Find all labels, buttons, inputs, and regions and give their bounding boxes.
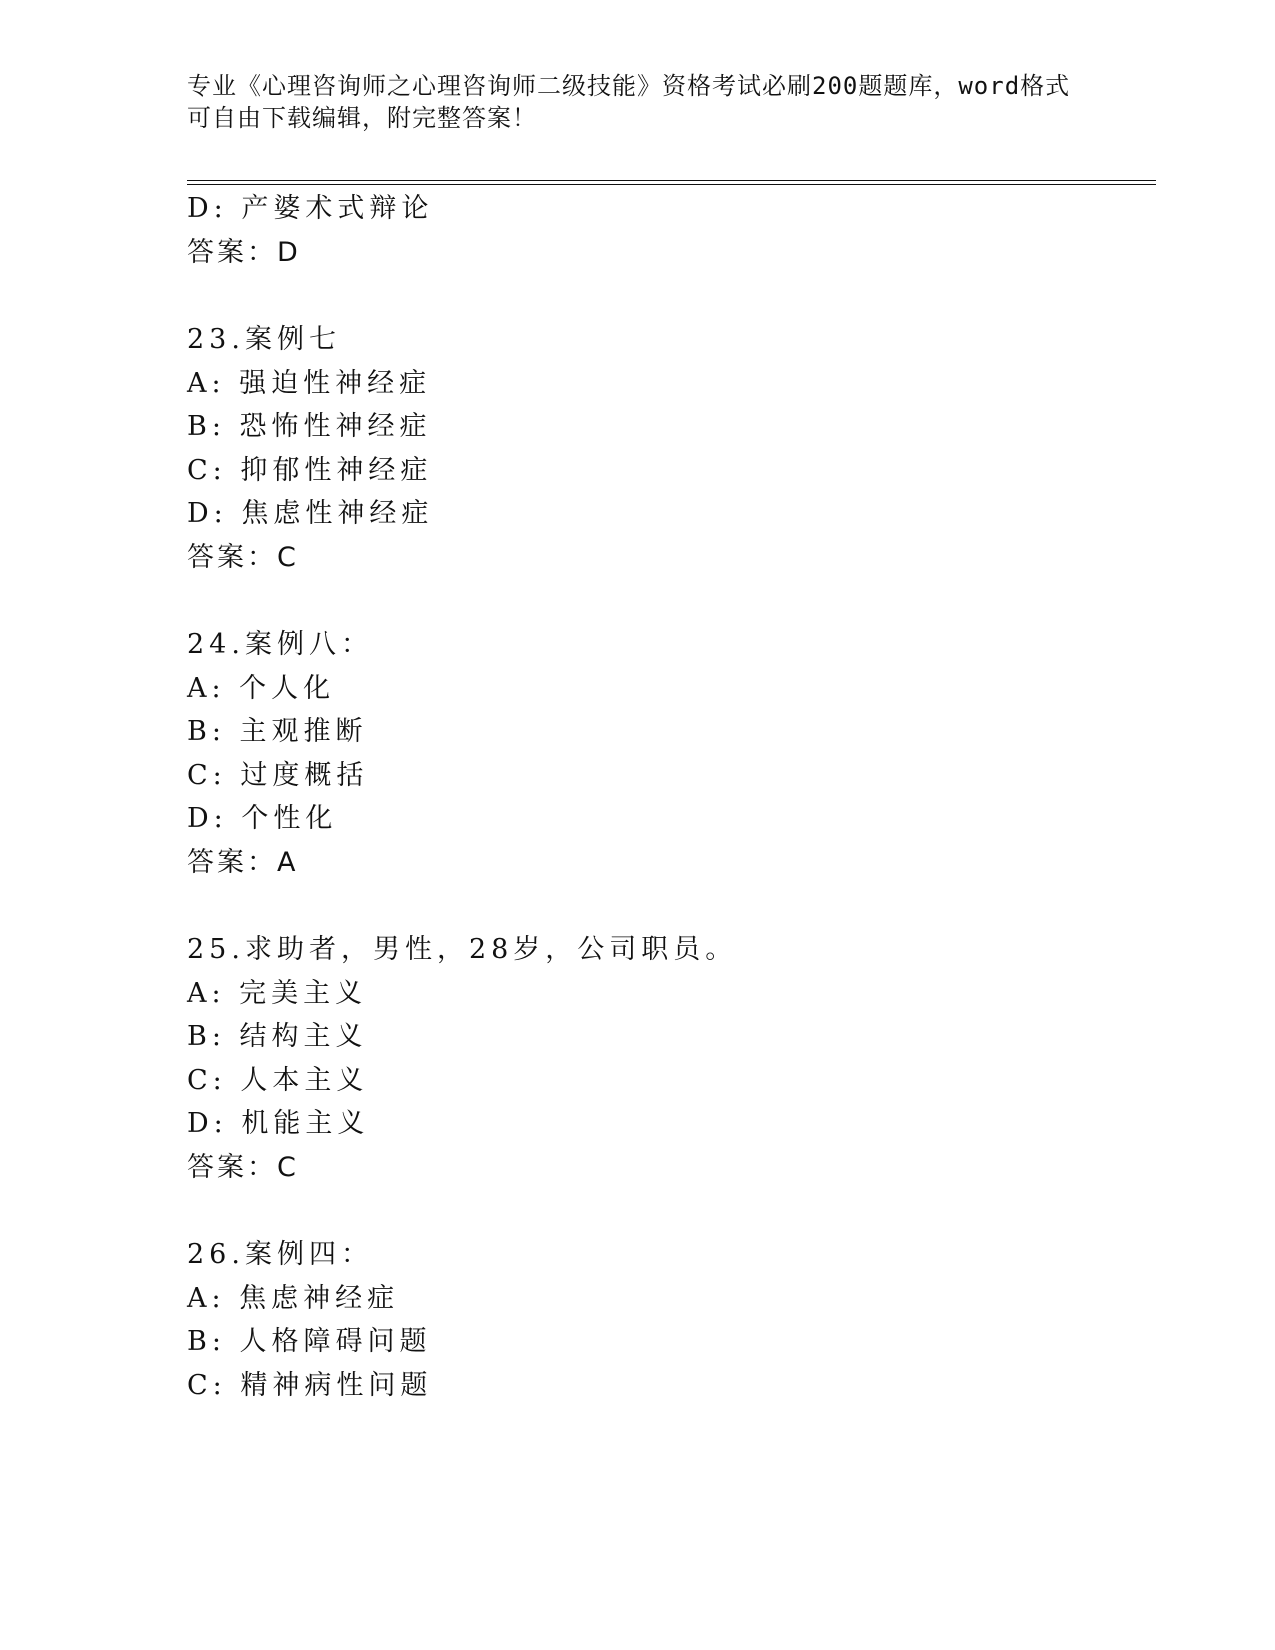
option-d: D: 个性化 bbox=[187, 803, 338, 834]
option-a: A: 完美主义 bbox=[187, 978, 368, 1009]
answer-line: 答案：D bbox=[187, 237, 301, 268]
option-c: C: 过度概括 bbox=[187, 760, 369, 791]
option-a: A: 焦虑神经症 bbox=[187, 1283, 400, 1314]
option-a: A: 个人化 bbox=[187, 673, 336, 704]
option-c: C: 人本主义 bbox=[187, 1065, 369, 1096]
option-d: D: 机能主义 bbox=[187, 1108, 370, 1139]
option-a: A: 强迫性神经症 bbox=[187, 368, 432, 399]
option-c: C: 抑郁性神经症 bbox=[187, 455, 433, 486]
header-divider-top bbox=[187, 180, 1156, 181]
question-stem: 26.案例四： bbox=[187, 1239, 373, 1270]
option-b: B: 结构主义 bbox=[187, 1021, 368, 1052]
option-b: B: 人格障碍问题 bbox=[187, 1326, 432, 1357]
option-b: B: 恐怖性神经症 bbox=[187, 411, 432, 442]
option-b: B: 主观推断 bbox=[187, 716, 368, 747]
document-header bbox=[187, 70, 1087, 134]
question-stem: 25.求助者，男性，28岁，公司职员。 bbox=[187, 934, 738, 965]
answer-line: 答案：A bbox=[187, 847, 299, 878]
option-d: D: 产婆术式辩论 bbox=[187, 193, 434, 224]
question-stem: 24.案例八： bbox=[187, 629, 373, 660]
option-c: C: 精神病性问题 bbox=[187, 1370, 433, 1401]
header-line-1: 专业《心理咨询师之心理咨询师二级技能》资格考试必刷200题题库，word格式 bbox=[187, 72, 1071, 100]
option-d: D: 焦虑性神经症 bbox=[187, 498, 434, 529]
answer-line: 答案：C bbox=[187, 542, 299, 573]
header-line-2: 可自由下载编辑，附完整答案！ bbox=[187, 104, 537, 132]
header-divider-bottom bbox=[187, 184, 1156, 185]
question-stem: 23.案例七 bbox=[187, 324, 341, 355]
answer-line: 答案：C bbox=[187, 1152, 299, 1183]
